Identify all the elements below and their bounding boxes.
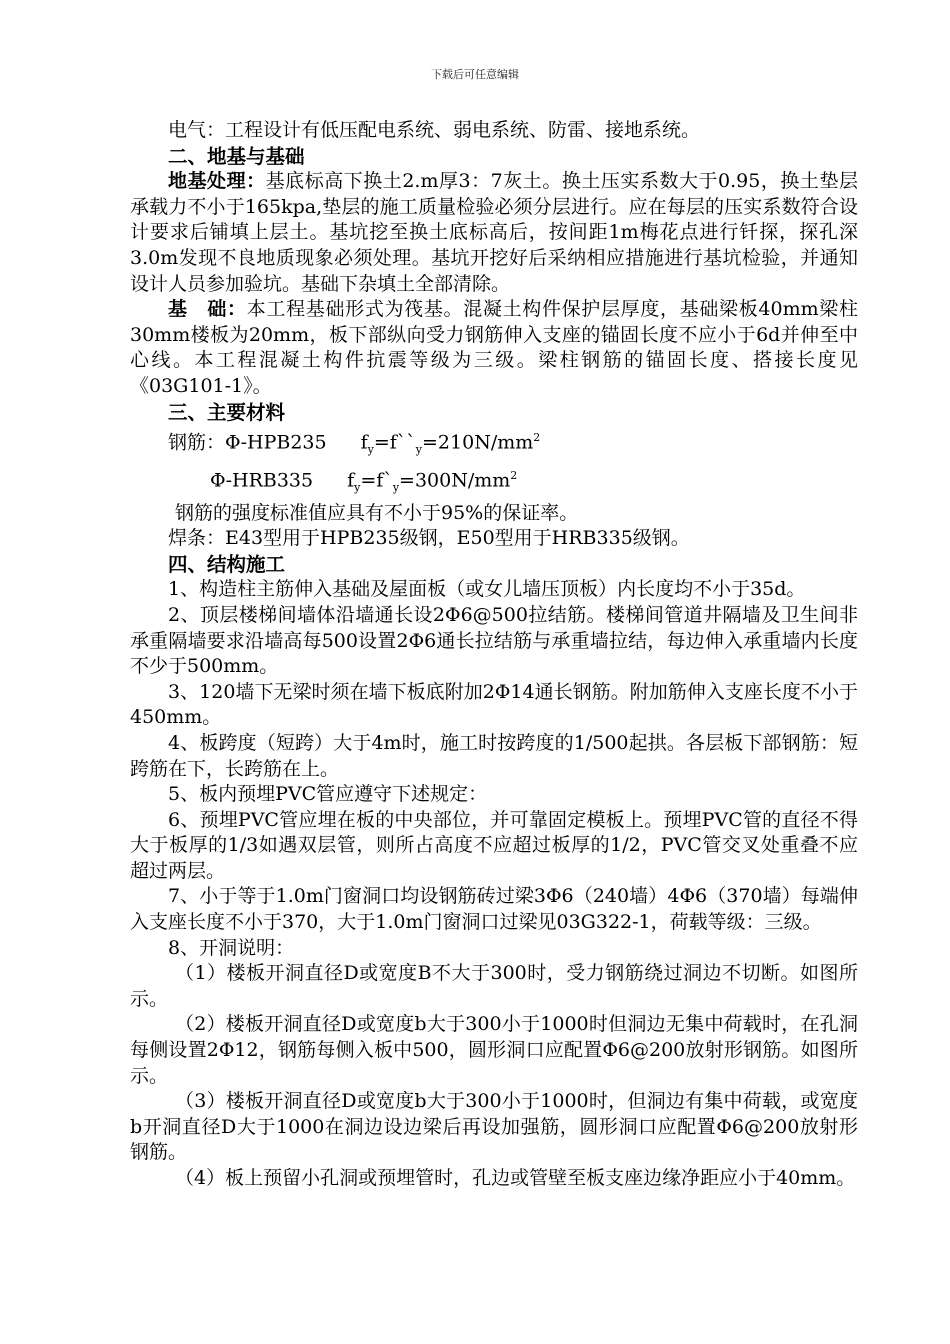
foundation-label: 基 础： — [168, 298, 247, 321]
formula-sup: 2 — [510, 468, 518, 482]
welding-paragraph: 焊条：E43型用于HPB235级钢，E50型用于HRB335级钢。 — [168, 527, 690, 550]
ground-treatment-text: 基底标高下换土2.m厚3：7灰土。换土压实系数大于0.95，换土垫层承载力不小于165kpa,垫层的施工质量检验必须分层进行。应在每层的压实系数符合设计要求后铺填上层土。基坑挖至换土底标高后，按间距1m梅花点进行钎探，探孔深3.0m发现不良地质现象必须处理。基坑开挖好后采纳相应措施进行基坑检验，并通知设计人员参加验坑。基础下杂填土全部清除。 — [130, 170, 858, 295]
steel-hrb335-label: Φ-HRB335 — [210, 469, 314, 492]
formula-f: f — [347, 469, 355, 492]
formula-mid: =f`` — [373, 431, 416, 454]
formula-mid: =f` — [360, 469, 393, 492]
ground-treatment-label: 地基处理： — [168, 170, 266, 193]
foundation-text: 本工程基础形式为筏基。混凝土构件保护层厚度，基础梁板40mm梁柱30mm楼板为20mm，板下部纵向受力钢筋伸入支座的锚固长度不应小于6d并伸至中心线。本工程混凝土构件抗震等级为三级。梁柱钢筋的锚固长度、搭接长度见《03G101-1》。 — [130, 298, 858, 397]
list-item: 4、板跨度（短跨）大于4m时，施工时按跨度的1/500起拱。各层板下部钢筋：短跨筋在下，长跨筋在上。 — [130, 731, 858, 780]
formula-sub: y — [367, 443, 374, 457]
list-item: 6、预埋PVC管应埋在板的中央部位，并可靠固定模板上。预埋PVC管的直径不得大于板厚的1/3如遇双层管，则所占高度不应超过板厚的1/2，PVC管交叉处重叠不应超过两层。 — [130, 808, 858, 882]
formula-sub: y — [354, 480, 361, 494]
steel-hpb235-label: 钢筋：Φ-HPB235 — [168, 431, 327, 454]
list-item: 7、小于等于1.0m门窗洞口均设钢筋砖过梁3Φ6（240墙）4Φ6（370墙）每端伸入支座长度不小于370，大于1.0m门窗洞口过梁见03G322-1，荷载等级：三级。 — [130, 885, 858, 934]
list-item: 2、顶层楼梯间墙体沿墙通长设2Φ6@500拉结筋。楼梯间管道井隔墙及卫生间非承重隔墙要求沿墙高每500设置2Φ6通长拉结筋与承重墙拉结，每边伸入承重墙内长度不少于500mm。 — [130, 603, 858, 678]
formula-sub2: y — [415, 443, 423, 457]
list-item: 8、开洞说明： — [168, 936, 295, 959]
steel-guarantee-paragraph: 钢筋的强度标准值应具有不小于95%的保证率。 — [175, 501, 579, 524]
section-3-heading: 三、主要材料 — [168, 400, 286, 424]
list-item: 3、120墙下无梁时须在墙下板底附加2Φ14通长钢筋。附加筋伸入支座长度不小于450mm。 — [130, 680, 858, 729]
section-2-heading: 二、地基与基础 — [168, 144, 305, 168]
sub-list-item: （3）楼板开洞直径D或宽度b大于300小于1000时，但洞边有集中荷载，或宽度b开洞直径D大于1000在洞边设边梁后再设加强筋，圆形洞口应配置Φ6@200放射形钢筋。 — [130, 1090, 858, 1164]
list-item: 1、构造柱主筋伸入基础及屋面板（或女儿墙压顶板）内长度均不小于35d。 — [168, 578, 806, 601]
formula-value: =210N/mm — [422, 431, 534, 454]
list-item: 5、板内预埋PVC管应遵守下述规定： — [168, 783, 488, 806]
steel-hrb335-formula — [347, 463, 517, 501]
formula-f: f — [360, 431, 368, 454]
sub-list-item: （2）楼板开洞直径D或宽度b大于300小于1000时但洞边无集中荷载时，在孔洞每侧设置2Φ12，钢筋每侧入板中500，圆形洞口应配置Φ6@200放射形钢筋。如图所示。 — [130, 1013, 858, 1087]
steel-hrb335-line — [130, 463, 858, 501]
steel-hpb235-line — [130, 425, 858, 463]
document-body — [130, 118, 858, 1192]
electrical-paragraph: 电气：工程设计有低压配电系统、弱电系统、防雷、接地系统。 — [168, 119, 701, 141]
page-header: 下载后可任意编辑 — [431, 68, 519, 81]
sub-list-item: （4）板上预留小孔洞或预埋管时，孔边或管壁至板支座边缘净距应小于40mm。 — [175, 1167, 856, 1189]
foundation-paragraph — [130, 297, 858, 399]
section-4-heading: 四、结构施工 — [168, 552, 286, 576]
formula-sub2: y — [392, 480, 400, 494]
ground-treatment-paragraph — [130, 169, 858, 297]
sub-list-item: （1）楼板开洞直径D或宽度B不大于300时，受力钢筋绕过洞边不切断。如图所示。 — [130, 962, 858, 1010]
formula-value: =300N/mm — [399, 469, 511, 492]
steel-hpb235-formula — [361, 425, 541, 463]
formula-sup: 2 — [533, 431, 541, 445]
